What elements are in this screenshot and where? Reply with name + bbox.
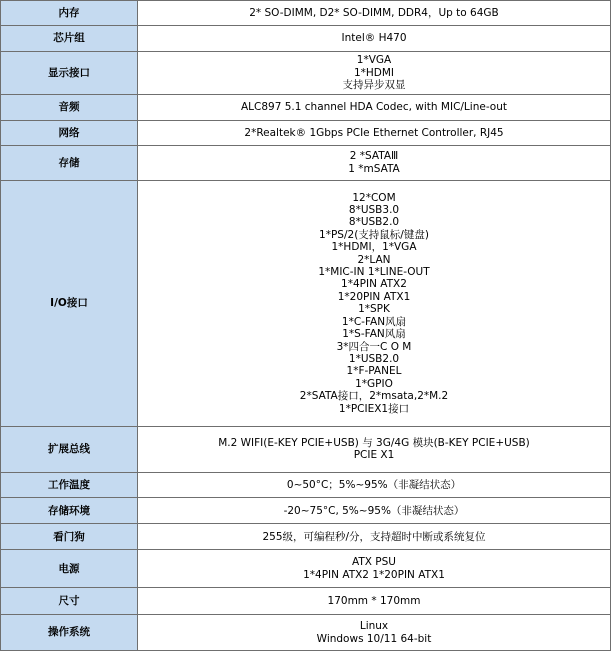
spec-value-line: 1*HDMI bbox=[353, 66, 395, 79]
spec-value-line: 0~50°C；5%~95%（非凝结状态） bbox=[286, 478, 462, 491]
spec-value-line: 1*MIC-IN 1*LINE-OUT bbox=[318, 266, 430, 279]
spec-label-watchdog: 看门狗 bbox=[1, 524, 138, 550]
spec-value-line: 2 *SATAⅢ bbox=[349, 150, 399, 163]
spec-value-storage-env bbox=[138, 498, 611, 524]
spec-value-line: 2* SO-DIMM, D2* SO-DIMM, DDR4，Up to 64GB bbox=[249, 6, 499, 19]
spec-value-line: 2*SATA接口，2*msata,2*M.2 bbox=[299, 390, 449, 403]
spec-value-line: 1 *mSATA bbox=[348, 162, 400, 175]
spec-row-display bbox=[1, 51, 611, 94]
spec-value-line: 8*USB2.0 bbox=[348, 216, 400, 229]
spec-label-storage-env: 存储环境 bbox=[1, 498, 138, 524]
spec-value-line: 3*四合一C O M bbox=[336, 340, 412, 353]
spec-value-power bbox=[138, 550, 611, 588]
spec-row-audio bbox=[1, 95, 611, 121]
spec-value-chipset bbox=[138, 25, 611, 51]
spec-value-line: 1*20PIN ATX1 bbox=[337, 290, 411, 303]
spec-value-io bbox=[138, 180, 611, 427]
spec-value-os bbox=[138, 615, 611, 651]
spec-value-line: 1*USB2.0 bbox=[348, 352, 400, 365]
spec-label-network: 网络 bbox=[1, 121, 138, 146]
spec-value-line: Windows 10/11 64-bit bbox=[316, 632, 432, 645]
spec-row-power bbox=[1, 550, 611, 588]
spec-value-line: 255级，可编程秒/分，支持超时中断或系统复位 bbox=[262, 530, 486, 543]
spec-value-line: 2*Realtek® 1Gbps PCIe Ethernet Controller, RJ45 bbox=[244, 126, 504, 139]
spec-value-line: ALC897 5.1 channel HDA Codec, with MIC/Line-out bbox=[240, 101, 507, 114]
spec-value-line: 12*COM bbox=[352, 191, 396, 204]
spec-row-operating-temp bbox=[1, 472, 611, 498]
spec-value-line: 1*S-FAN风扇 bbox=[342, 328, 406, 341]
spec-value-dimensions bbox=[138, 588, 611, 615]
spec-value-line: 支持异步双显 bbox=[342, 79, 406, 92]
spec-value-line: -20~75°C, 5%~95%（非凝结状态） bbox=[283, 504, 465, 517]
spec-value-line: 170mm * 170mm bbox=[327, 595, 421, 608]
spec-table-body bbox=[1, 1, 611, 651]
spec-row-storage-env bbox=[1, 498, 611, 524]
spec-value-expansion bbox=[138, 427, 611, 472]
spec-value-watchdog bbox=[138, 524, 611, 550]
spec-row-chipset bbox=[1, 25, 611, 51]
spec-value-line: PCIE X1 bbox=[353, 449, 395, 462]
spec-value-memory bbox=[138, 1, 611, 26]
spec-value-display bbox=[138, 51, 611, 94]
spec-row-os bbox=[1, 615, 611, 651]
spec-row-memory bbox=[1, 1, 611, 26]
spec-label-os: 操作系统 bbox=[1, 615, 138, 651]
spec-value-line: 1*GPIO bbox=[355, 377, 393, 390]
spec-value-line: 1*HDMI，1*VGA bbox=[331, 241, 417, 254]
spec-value-line: Intel® H470 bbox=[341, 32, 407, 45]
spec-row-io bbox=[1, 180, 611, 427]
spec-row-storage bbox=[1, 145, 611, 180]
spec-row-watchdog bbox=[1, 524, 611, 550]
spec-label-chipset: 芯片组 bbox=[1, 25, 138, 51]
spec-label-audio: 音频 bbox=[1, 95, 138, 121]
spec-value-line: 1*VGA bbox=[356, 54, 392, 67]
spec-label-io: I/O接口 bbox=[1, 180, 138, 427]
spec-value-line: 1*F-PANEL bbox=[346, 365, 402, 378]
spec-row-dimensions bbox=[1, 588, 611, 615]
spec-value-storage bbox=[138, 145, 611, 180]
spec-value-line: Linux bbox=[359, 620, 389, 633]
spec-value-line: 1*PCIEX1接口 bbox=[338, 402, 410, 415]
spec-value-line: 1*4PIN ATX2 bbox=[341, 278, 407, 291]
spec-label-dimensions: 尺寸 bbox=[1, 588, 138, 615]
spec-value-line: M.2 WIFI(E-KEY PCIE+USB) 与 3G/4G 模块(B-KEY PCIE+USB) bbox=[218, 436, 530, 449]
spec-value-line: 8*USB3.0 bbox=[348, 204, 400, 217]
spec-row-expansion bbox=[1, 427, 611, 472]
spec-value-line: 1*C-FAN风扇 bbox=[341, 315, 407, 328]
spec-value-line: ATX PSU bbox=[352, 556, 396, 569]
spec-value-line: 1*SPK bbox=[358, 303, 390, 316]
spec-label-memory: 内存 bbox=[1, 1, 138, 26]
spec-label-display: 显示接口 bbox=[1, 51, 138, 94]
spec-value-audio bbox=[138, 95, 611, 121]
spec-label-expansion: 扩展总线 bbox=[1, 427, 138, 472]
spec-value-network bbox=[138, 121, 611, 146]
spec-label-storage: 存储 bbox=[1, 145, 138, 180]
spec-value-line: 1*PS/2(支持鼠标/键盘) bbox=[319, 228, 429, 241]
spec-value-operating-temp bbox=[138, 472, 611, 498]
spec-row-network bbox=[1, 121, 611, 146]
spec-label-power: 电源 bbox=[1, 550, 138, 588]
spec-value-line: 2*LAN bbox=[357, 253, 391, 266]
spec-label-operating-temp: 工作温度 bbox=[1, 472, 138, 498]
spec-value-line: 1*4PIN ATX2 1*20PIN ATX1 bbox=[303, 568, 445, 581]
